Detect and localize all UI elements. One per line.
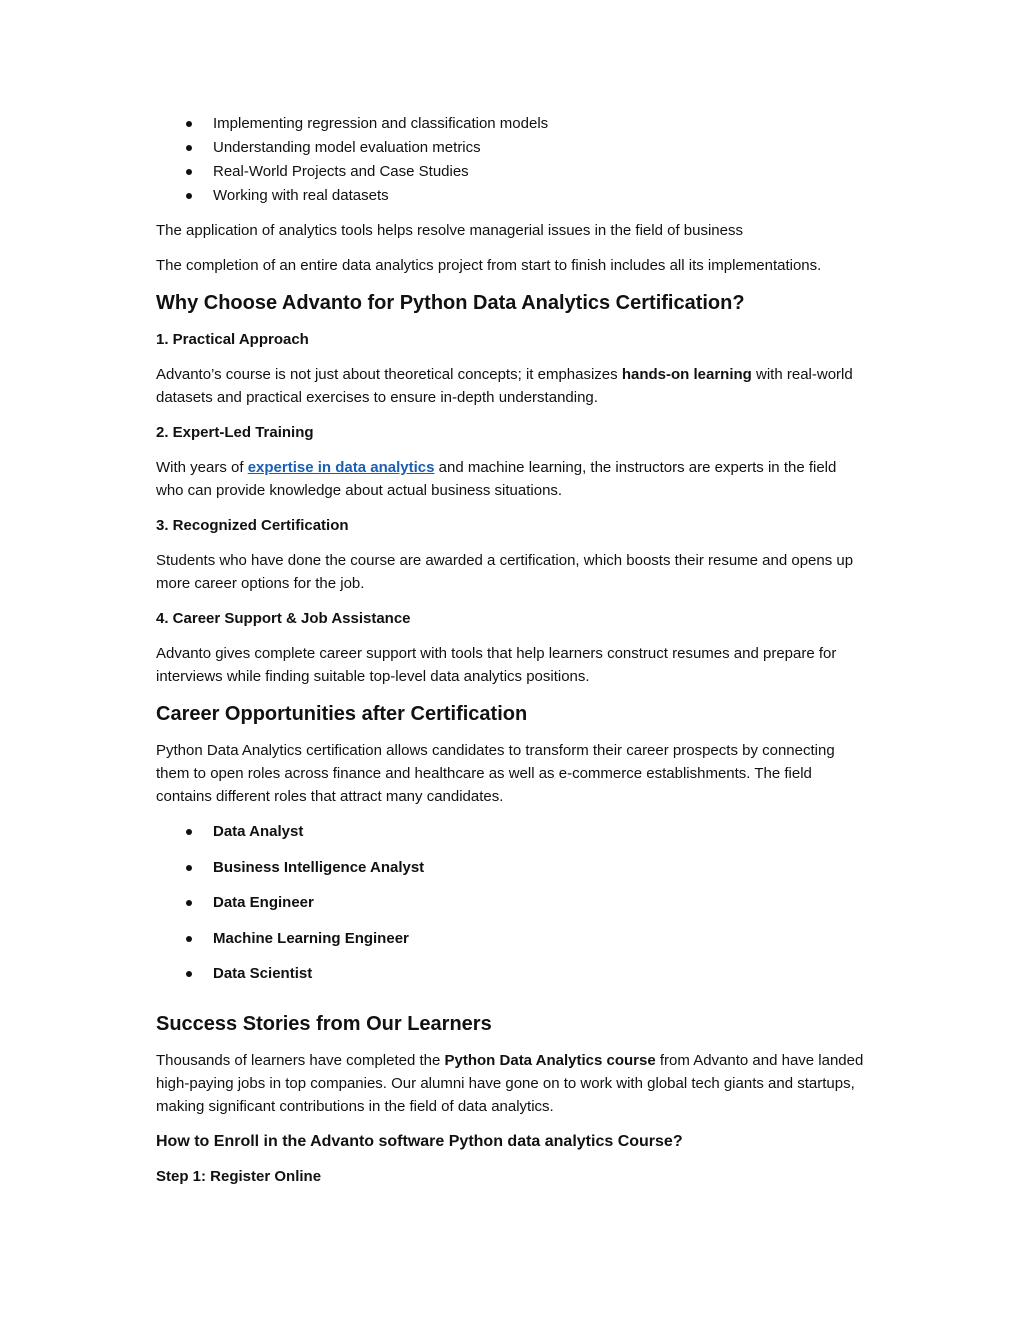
text: Thousands of learners have completed the — [156, 1051, 445, 1069]
list-item-text: Implementing regression and classification models — [213, 115, 549, 132]
list-item-text: Data Analyst — [213, 823, 304, 840]
bullet-dot — [186, 865, 192, 871]
text: With years of — [156, 459, 248, 476]
list-item — [156, 820, 868, 856]
heading-career-support: 4. Career Support & Job Assistance — [156, 610, 411, 627]
document-page — [156, 112, 868, 1200]
text: with real-world datasets and practical exercises to ensure in-depth understanding. — [156, 366, 853, 406]
heading-how-to-enroll: How to Enroll in the Advanto software Python data analytics Course? — [156, 1132, 683, 1150]
bullet-dot — [186, 829, 192, 835]
heading-step-1: Step 1: Register Online — [156, 1167, 322, 1185]
paragraph-career-support: Advanto gives complete career support with tools that help learners construct resumes and prepare for interviews while finding suitable top-level data analytics positions. — [156, 645, 837, 685]
list-item-text: Machine Learning Engineer — [213, 929, 409, 947]
list-item-text: Data Scientist — [213, 965, 313, 982]
list-item — [156, 160, 868, 184]
list-item — [156, 136, 868, 160]
list-item-text: Data Engineer — [213, 894, 314, 911]
text: and machine learning, the instructors are experts in the field who can provide knowledge about actual business situations. — [156, 459, 837, 499]
list-item — [156, 856, 868, 892]
paragraph-career: Python Data Analytics certification allows candidates to transform their career prospects by connecting them to open roles across finance and healthcare as well as e-commerce establishments. The field contains different roles that attract many candidates. — [156, 742, 835, 805]
bullet-dot — [186, 971, 192, 977]
list-item — [156, 184, 868, 208]
bold-text: Python Data Analytics course — [444, 1051, 656, 1069]
list-item-text: Working with real datasets — [213, 187, 389, 204]
paragraph-recognized: Students who have done the course are awarded a certification, which boosts their resume and opens up more career options for the job. — [156, 552, 854, 592]
roles-list — [156, 820, 868, 998]
text: Advanto’s course is not just about theoretical concepts; it emphasizes — [156, 366, 622, 383]
list-item-text: Business Intelligence Analyst — [213, 858, 425, 876]
bullet-dot — [186, 169, 192, 175]
paragraph-success — [156, 1049, 868, 1118]
topics-list — [156, 112, 868, 208]
bullet-dot — [186, 193, 192, 199]
paragraph-practical — [156, 363, 868, 409]
text: from Advanto and have landed high-paying jobs in top companies. Our alumni have gone on to work with global tech giants and startups, making significant contributions in the field of data analytics. — [156, 1051, 864, 1115]
paragraph-tools: The application of analytics tools helps resolve managerial issues in the field of business — [156, 222, 743, 239]
expertise-link[interactable]: expertise in data analytics — [247, 459, 435, 476]
heading-recognized-certification: 3. Recognized Certification — [156, 517, 349, 534]
bullet-dot — [186, 145, 192, 151]
heading-why-choose: Why Choose Advanto for Python Data Analytics Certification? — [156, 292, 745, 314]
list-item — [156, 962, 868, 998]
list-item — [156, 891, 868, 927]
heading-success-stories: Success Stories from Our Learners — [156, 1012, 492, 1035]
paragraph-expert — [156, 456, 868, 502]
list-item — [156, 112, 868, 136]
bold-text: hands-on learning — [621, 366, 752, 383]
bullet-dot — [186, 900, 192, 906]
list-item-text: Real-World Projects and Case Studies — [213, 163, 469, 180]
paragraph-completion: The completion of an entire data analytics project from start to finish includes all its implementations. — [156, 257, 822, 274]
bullet-dot — [186, 936, 192, 942]
heading-expert-led: 2. Expert-Led Training — [156, 424, 314, 441]
list-item — [156, 927, 868, 963]
heading-career-opportunities: Career Opportunities after Certification — [156, 703, 528, 725]
heading-practical-approach: 1. Practical Approach — [156, 331, 309, 348]
bullet-dot — [186, 121, 192, 127]
list-item-text: Understanding model evaluation metrics — [213, 139, 481, 156]
